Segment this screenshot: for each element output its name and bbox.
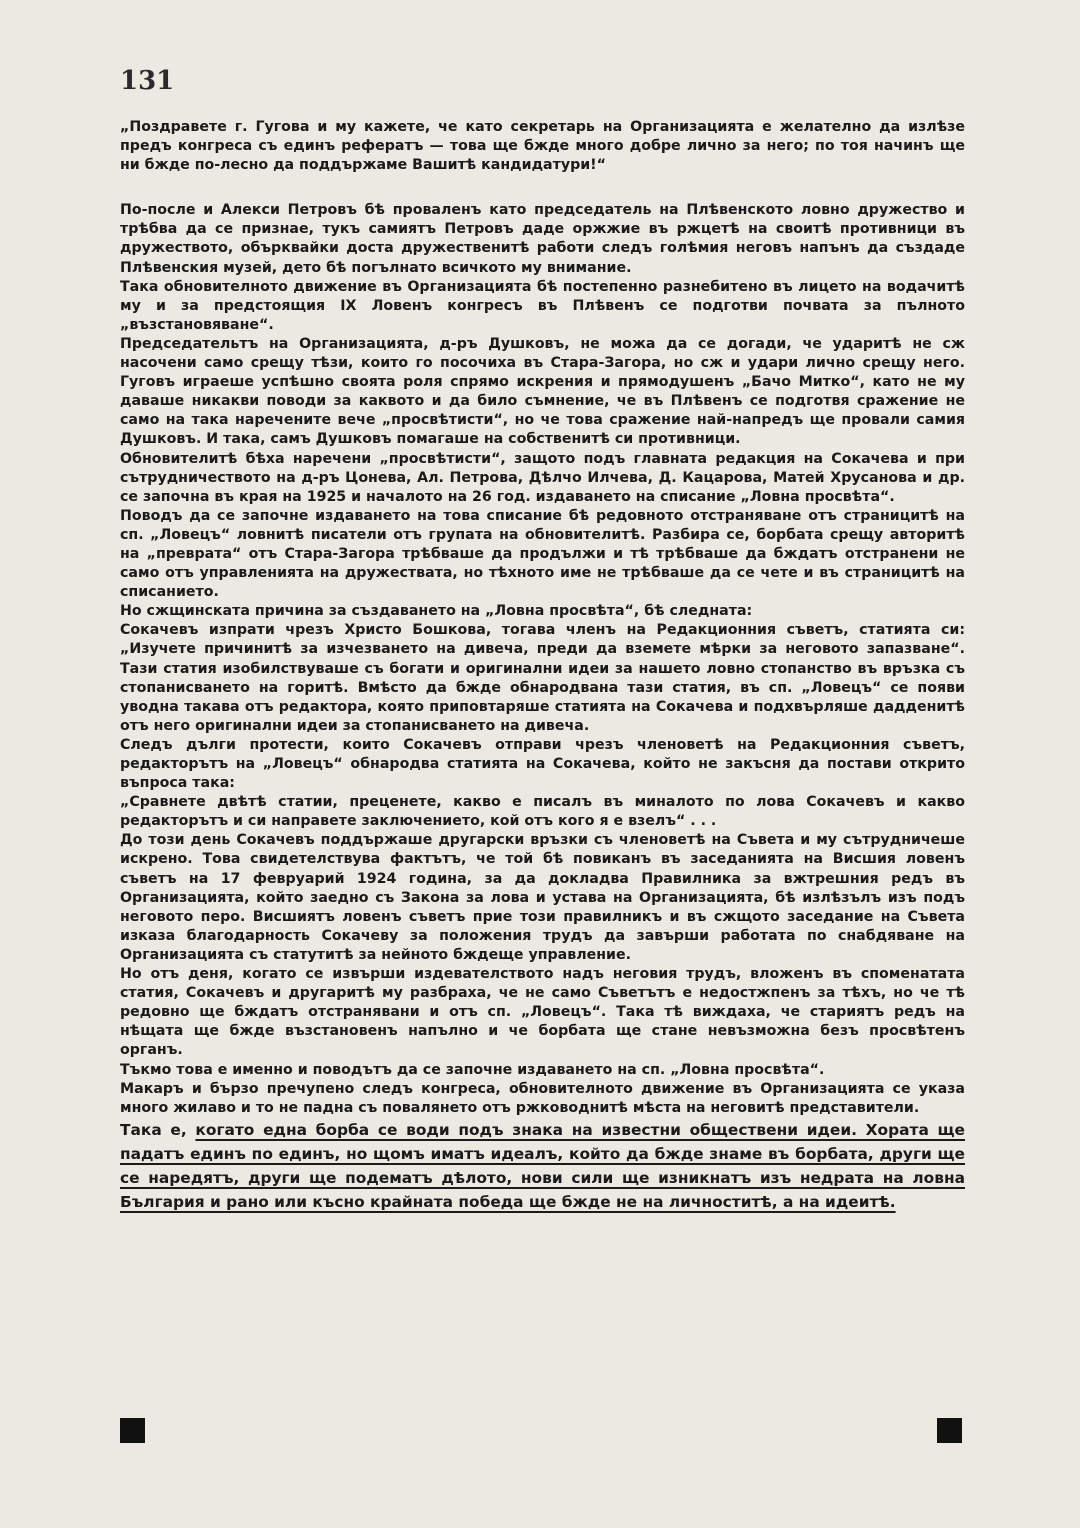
quote-paragraph: „Сравнете двѣтѣ статии, преценете, какво е писалъ въ миналото по лова Сокачевъ и какво редакторътъ и си направете заключението, кой отъ кого я е взелъ“ . . . (120, 794, 965, 830)
body-paragraph: Така обновителното движение въ Организацията бѣ постепенно разнебитено въ лицето на водачитѣ му и за предстоящия IX Ловенъ конгресъ въ Плѣвенъ се подготви почвата за пълното „възстановяване“. (120, 278, 965, 333)
closing-lead: Така е, (120, 1120, 196, 1139)
body-paragraph: Но отъ деня, когато се извърши издевателството надъ неговия трудъ, вложенъ въ споменатата статия, Сокачевъ и другаритѣ му разбраха, че не само Съветътъ е недостжпенъ за тѣхъ, но че тѣ редовно ще бждатъ отстранявани и отъ сп. „Ловецъ“. Така тѣ виждаха, че стариятъ редъ на нѣщата ще бжде възстановенъ напълно и че борбата ще стане невъзможна безъ просвѣтенъ органъ. (120, 966, 965, 1059)
page-number: 131 (120, 66, 175, 96)
body-paragraph: Макаръ и бързо пречупено следъ конгреса, обновителното движение въ Организацията се указа много жилаво и то не падна съ повалянето отъ ржководнитѣ мѣста на неговитѣ представители. (120, 1080, 965, 1116)
body-paragraph: Следъ дълги протести, които Сокачевъ отправи чрезъ членоветѣ на Редакционния съветъ, редакторътъ на „Ловецъ“ обнародва статията на Сокачева, който не закъсня да постави открито въпроса така: (120, 736, 965, 792)
registration-mark-right (937, 1418, 962, 1443)
body-paragraph: Тъкмо това е именно и поводътъ да се започне издаването на сп. „Ловна просвѣта“. (120, 1061, 825, 1078)
article-body (120, 118, 965, 1214)
body-paragraph: Поводъ да се започне издаването на това списание бѣ редовното отстраняване отъ страницитѣ на сп. „Ловецъ“ ловнитѣ писатели отъ групата на обновителитѣ. Разбира се, борбата срещу авторитѣ на „преврата“ отъ Стара-Загора трѣбваше да продължи и тѣ трѣбваше да бждатъ отстранени не само отъ управленията на дружествата, но тѣхното име не трѣбваше да се чете и въ страницитѣ на списанието. (120, 507, 965, 601)
body-paragraph: Председательтъ на Организацията, д-ръ Душковъ, не можа да се догади, че ударитѣ не сж насочени само срещу тѣзи, които го посочиха въ Стара-Загора, но сж и удари лично срещу него. Гуговъ играеше успѣшно своята роля спрямо искрения и прямодушенъ „Бачо Митко“, като не му даваше никакви поводи за каквото и да било съмнение, че въ Плѣвенъ се подготвя сражение не само на така наречените вече „просвѣтисти“, но че това сражение най-напредъ ще провали самия Душковъ. И така, самъ Душковъ помагаше на собственитѣ си противници. (120, 335, 965, 448)
quote-paragraph: „Поздравете г. Гугова и му кажете, че като секретарь на Организацията е желателно да излѣзе предъ конгреса съ единъ рефератъ — това ще бжде много добре лично за него; по тоя начинъ ще ни бжде по-лесно да поддържаме Вашитѣ кандидатури!“ (120, 119, 965, 174)
registration-mark-left (120, 1418, 145, 1443)
body-paragraph: Обновителитѣ бѣха наречени „просвѣтисти“, защото подъ главната редакция на Сокачева и при сътрудничеството на д-ръ Цонева, Ал. Петрова, Дѣлчо Илчева, Д. Кацарова, Матей Хрусанова и др. се започна въ края на 1925 и началото на 26 год. издаването на списание „Ловна просвѣта“. (120, 450, 965, 505)
body-paragraph: До този день Сокачевъ поддържаше другарски връзки съ членоветѣ на Съвета и му сътрудничеше искрено. Това свидетелствува фактътъ, че той бѣ повиканъ въ заседанията на Висшия ловенъ съветъ на 17 февруарий 1924 година, за да докладва Правилника за вжтрешния редъ въ Организацията, който заедно съ Закона за лова и устава на Организацията, бѣ излѣзълъ изъ подъ неговото перо. Висшиятъ ловенъ съветъ прие този правилникъ и въ сжщото заседание на Съвета изказа благодарность Сокачеву за положения трудъ да завърши работата по снабдяване на Организацията съ статутитѣ за нейното бждеще управление. (120, 832, 965, 963)
body-paragraph: По-после и Алекси Петровъ бѣ проваленъ като председатель на Плѣвенското ловно дружество и трѣбва да се признае, тукъ самиятъ Петровъ даде оржжие въ ржцетѣ на своитѣ противници въ дружеството, обърквайки доста дружественитѣ работи следъ голѣмия неговъ напънъ да създаде Плѣвенския музей, дето бѣ погълнато всичкото му внимание. (120, 202, 965, 276)
body-paragraph: Сокачевъ изпрати чрезъ Христо Бошкова, тогава членъ на Редакционния съветъ, статията си: „Изучете причинитѣ за изчезването на дивеча, преди да вземете мѣрки за неговото запазване“. Тази статия изобилствуваше съ богати и оригинални идеи за нашето ловно стопанство въ връзка съ стопанисването на горитѣ. Вмѣсто да бжде обнародвана тази статия, въ сп. „Ловецъ“ се появи уводна такава отъ редактора, която приповтаряше статията на Сокачева и подхвърляше дадденитѣ отъ него оригинални идеи за стопанисването на дивеча. (120, 622, 965, 734)
closing-underlined-text: когато една борба се води подъ знака на известни обществени идеи. Хората ще падатъ единъ по единъ, но щомъ иматъ идеалъ, който да бжде знаме въ борбата, други ще се наредятъ, други ще подематъ дѣлото, нови сили ще изникнатъ изъ недрата на ловна България и рано или късно крайната победа ще бжде не на личноститѣ, а на идеитѣ. (120, 1120, 965, 1211)
closing-paragraph (120, 1118, 965, 1214)
body-paragraph: Но сжщинската причина за създаването на „Ловна просвѣта“, бѣ следната: (120, 603, 753, 620)
